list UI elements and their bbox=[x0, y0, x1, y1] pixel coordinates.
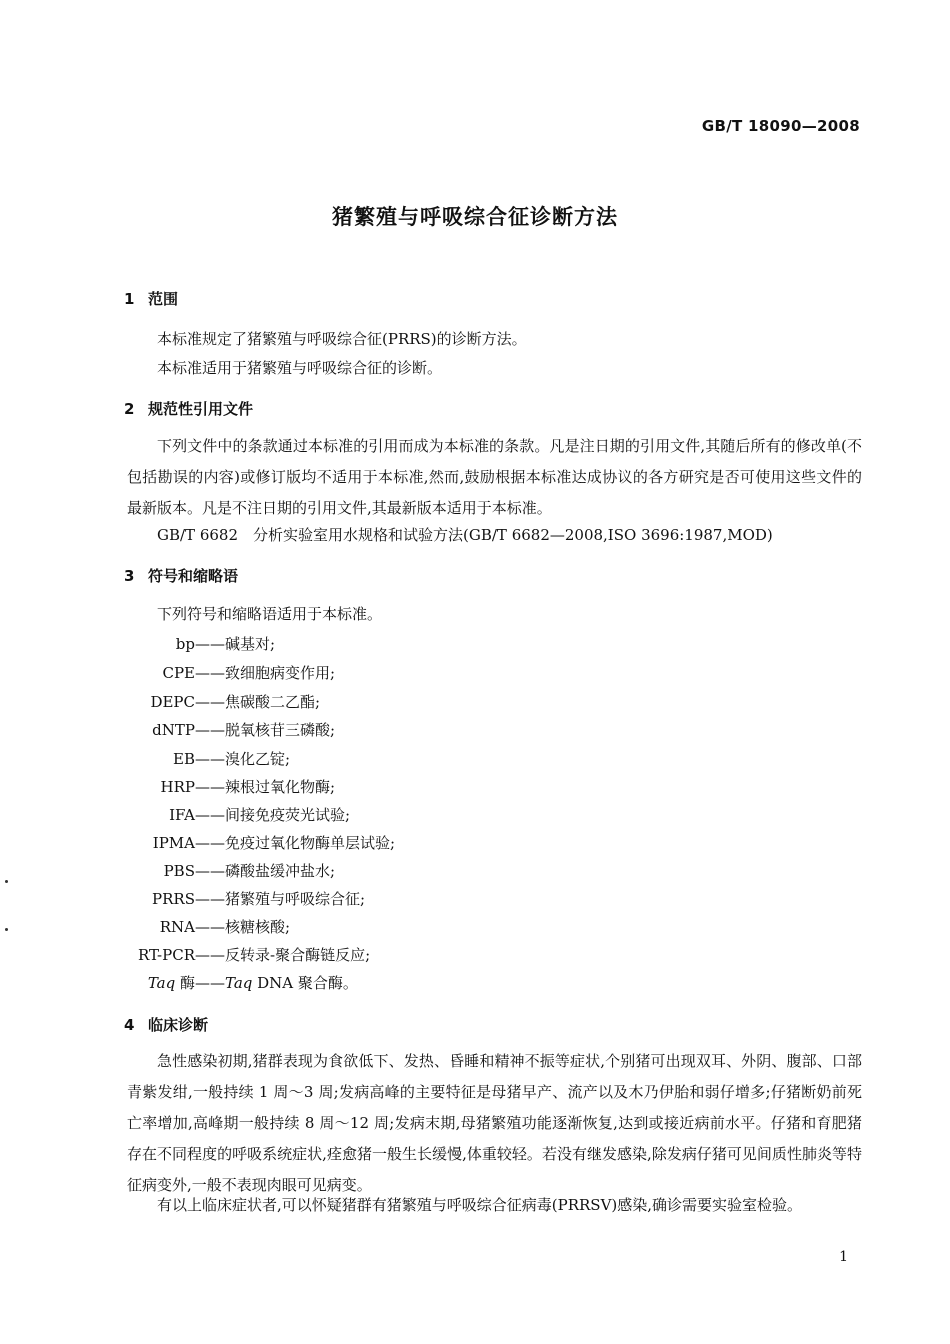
abbreviation-entry bbox=[93, 944, 370, 965]
section-title: 范围 bbox=[148, 290, 179, 308]
section-number: 3 bbox=[124, 567, 135, 585]
section-number: 4 bbox=[124, 1016, 135, 1034]
section-number: 2 bbox=[124, 400, 135, 418]
standard-code: GB/T 18090—2008 bbox=[701, 117, 860, 135]
abbr-definition: ——核糖核酸; bbox=[195, 918, 291, 936]
paragraph: 下列文件中的条款通过本标准的引用而成为本标准的条款。凡是注日期的引用文件,其随后所有的修改单(不包括勘误的内容)或修订版均不适用于本标准,然而,鼓励根据本标准达成协议的各方研究是否可使用这些文件的最新版本。凡是不注日期的引用文件,其最新版本适用于本标准。 bbox=[127, 437, 862, 517]
abbreviation-entry bbox=[93, 916, 290, 937]
abbr-symbol: CPE bbox=[162, 664, 195, 682]
section-4-heading bbox=[124, 1014, 208, 1035]
abbr-symbol: RT-PCR bbox=[137, 946, 195, 964]
abbr-definition: ——磷酸盐缓冲盐水; bbox=[195, 862, 336, 880]
abbr-symbol: EB bbox=[173, 750, 195, 768]
section-2-heading bbox=[124, 398, 253, 419]
paragraph: 有以上临床症状者,可以怀疑猪群有猪繁殖与呼吸综合征病毒(PRRSV)感染,确诊需要实验室检验。 bbox=[157, 1196, 803, 1214]
abbr-definition-italic: Taq bbox=[225, 974, 253, 992]
abbr-symbol-rest: 酶 bbox=[175, 974, 195, 992]
abbr-definition: ——猪繁殖与呼吸综合征; bbox=[195, 890, 366, 908]
abbr-symbol-italic: Taq bbox=[147, 974, 176, 992]
abbreviation-entry bbox=[93, 633, 275, 654]
abbreviation-entry bbox=[93, 691, 320, 712]
paragraph: 本标准适用于猪繁殖与呼吸综合征的诊断。 bbox=[157, 359, 443, 377]
abbr-symbol: RNA bbox=[159, 918, 195, 936]
abbr-definition: ——致细胞病变作用; bbox=[195, 664, 336, 682]
abbreviation-entry bbox=[93, 888, 365, 909]
section-3-heading bbox=[124, 565, 238, 586]
scan-speck bbox=[5, 880, 8, 883]
abbr-definition: ——焦碳酸二乙酯; bbox=[195, 693, 321, 711]
abbr-symbol: PRRS bbox=[152, 890, 195, 908]
abbr-symbol: DEPC bbox=[150, 693, 195, 711]
normative-reference: GB/T 6682 分析实验室用水规格和试验方法(GB/T 6682—2008,ISO 3696:1987,MOD) bbox=[157, 526, 773, 544]
abbr-dash: —— bbox=[195, 974, 225, 992]
section-1-heading bbox=[124, 288, 178, 309]
abbreviation-entry bbox=[93, 804, 350, 825]
abbr-symbol: PBS bbox=[163, 862, 195, 880]
document-title: 猪繁殖与呼吸综合征诊断方法 bbox=[332, 205, 618, 229]
page-number: 1 bbox=[839, 1249, 848, 1265]
section-title: 规范性引用文件 bbox=[148, 400, 254, 418]
abbr-definition: ——反转录-聚合酶链反应; bbox=[195, 946, 371, 964]
abbr-definition: ——辣根过氧化物酶; bbox=[195, 778, 336, 796]
abbr-symbol: dNTP bbox=[152, 721, 195, 739]
abbr-symbol: HRP bbox=[160, 778, 195, 796]
abbr-definition: ——间接免疫荧光试验; bbox=[195, 806, 351, 824]
abbr-symbol: bp bbox=[175, 635, 195, 653]
section-title: 符号和缩略语 bbox=[148, 567, 239, 585]
abbr-definition: ——脱氧核苷三磷酸; bbox=[195, 721, 336, 739]
section-title: 临床诊断 bbox=[148, 1016, 209, 1034]
abbr-symbol bbox=[93, 972, 195, 993]
abbr-definition: DNA 聚合酶。 bbox=[252, 974, 358, 992]
paragraph: 本标准规定了猪繁殖与呼吸综合征(PRRS)的诊断方法。 bbox=[157, 330, 527, 348]
abbr-definition: ——免疫过氧化物酶单层试验; bbox=[195, 834, 396, 852]
abbreviation-entry bbox=[93, 860, 335, 881]
abbreviation-entry bbox=[93, 972, 358, 993]
paragraph: 急性感染初期,猪群表现为食欲低下、发热、昏睡和精神不振等症状,个别猪可出现双耳、外阴、腹部、口部青紫发绀,一般持续 1 周～3 周;发病高峰的主要特征是母猪早产、流产以及木乃伊胎和弱仔增多;仔猪断奶前死亡率增加,高峰期一般持续 8 周～12 周;发病末期,母猪繁殖功能逐渐恢复,达到或接近病前水平。仔猪和育肥猪存在不同程度的呼吸系统症状,痊愈猪一般生长缓慢,体重较轻。若没有继发感染,除发病仔猪可见间质性肺炎等特征病变外,一般不表现肉眼可见病变。 bbox=[127, 1052, 862, 1194]
abbr-definition: ——碱基对; bbox=[195, 635, 276, 653]
abbreviation-entry bbox=[93, 832, 395, 853]
abbreviations-intro: 下列符号和缩略语适用于本标准。 bbox=[157, 605, 383, 623]
scan-speck bbox=[5, 928, 8, 931]
abbr-symbol: IPMA bbox=[152, 834, 195, 852]
abbreviation-entry bbox=[93, 719, 335, 740]
abbreviation-entry bbox=[93, 748, 290, 769]
abbreviation-entry bbox=[93, 776, 335, 797]
abbr-symbol: IFA bbox=[169, 806, 195, 824]
abbr-definition: ——溴化乙锭; bbox=[195, 750, 291, 768]
abbreviation-entry bbox=[93, 662, 335, 683]
section-number: 1 bbox=[124, 290, 135, 308]
